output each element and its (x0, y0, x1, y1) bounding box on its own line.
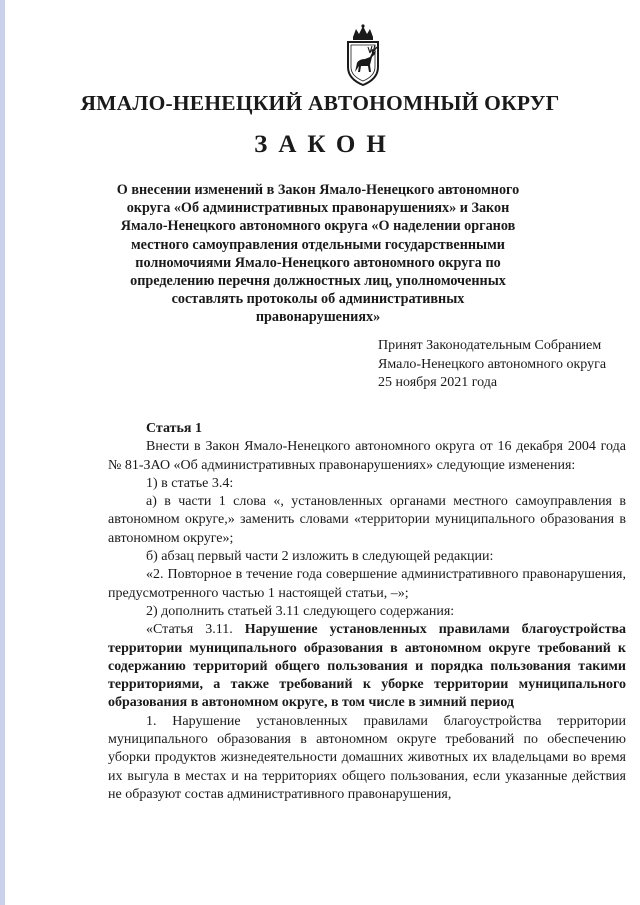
paragraph: а) в части 1 слова «, установленных органами местного самоуправления в автономном округе,» заменить словами «территории муниципального образования в автономном округе»; (108, 494, 626, 546)
paragraph: «2. Повторное в течение года совершение административного правонарушения, предусмотренного частью 1 настоящей статьи, –»; (108, 567, 626, 601)
paragraph: б) абзац первый части 2 изложить в следующей редакции: (146, 549, 494, 565)
paragraph: 1. Нарушение установленных правилами благоустройства территории муниципального образования в автономном округе требований по обеспечению уборки продуктов жизнедеятельности домашних животных их владельцами во время их выгула в местах и на территориях общего пользования, если указанные действия не образуют состав административного правонарушения, (108, 713, 626, 802)
new-article-title: Нарушение установленных правилами благоустройства территории муниципального образования в автономном округе требований к содержанию территорий общего пользования и порядка пользования такими территориями, а также требований к уборке территории муниципального образования в автономном округе, в том числе в зимний период (108, 622, 627, 711)
coat-of-arms-emblem (341, 23, 385, 87)
document-type: ЗАКОН (254, 131, 397, 158)
new-article-number: «Статья 3.11. (146, 622, 245, 638)
new-article-heading (108, 621, 626, 712)
adoption-block (378, 337, 638, 393)
paragraph: 1) в статье 3.4: (146, 475, 234, 491)
paragraph: 2) дополнить статьей 3.11 следующего содержания: (146, 603, 455, 619)
adoption-line: Принят Законодательным Собранием (378, 338, 602, 353)
law-title: О внесении изменений в Закон Ямало-Ненецкого автономного округа «Об административных правонарушениях» и Закон Ямало-Ненецкого автономного округа «О наделении органов местного самоуправления отдельными государственными полномочиями Ямало-Ненецкого автономного округа по определению перечня должностных лиц, уполномоченных составлять протоколы об административных правонарушениях» (116, 182, 520, 326)
adoption-line: Ямало-Ненецкого автономного округа (378, 356, 607, 372)
adoption-date: 25 ноября 2021 года (378, 375, 498, 390)
article-heading: Статья 1 (146, 421, 202, 436)
paragraph: Внести в Закон Ямало-Ненецкого автономного округа от 16 декабря 2004 года № 81-ЗАО «Об административных правонарушениях» следующие изменения: (108, 439, 626, 473)
document-body (108, 420, 626, 804)
region-name: ЯМАЛО-НЕНЕЦКИЙ АВТОНОМНЫЙ ОКРУГ (80, 91, 560, 115)
